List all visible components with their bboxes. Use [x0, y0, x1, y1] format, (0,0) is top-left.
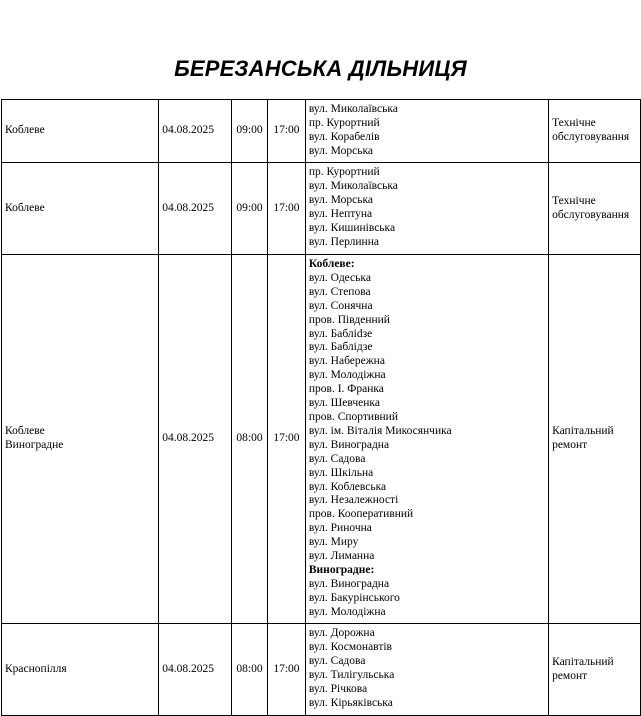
- settlement-cell: [2, 100, 159, 163]
- settlement-cell-line: Виноградне: [5, 439, 64, 451]
- work-type-cell-line: Капітальний: [552, 425, 614, 438]
- settlement-cell: [2, 255, 159, 624]
- street-item: пр. Курортний: [308, 116, 380, 129]
- street-item: вул. Нептуна: [308, 207, 373, 220]
- table-row: [2, 100, 641, 163]
- streets-cell: [305, 163, 548, 255]
- street-item: вул. Морська: [308, 144, 373, 157]
- street-item: вул. Одеська: [308, 271, 371, 284]
- work-type-cell-line: обслуговування: [552, 208, 630, 221]
- street-item: вул. Корабелів: [308, 130, 380, 143]
- settlement-cell-line: Коблеве: [5, 124, 45, 137]
- street-item: вул. Молодіжна: [308, 605, 386, 618]
- street-item: вул. Виноградна: [308, 438, 390, 451]
- street-item: вул. Космонавтів: [308, 640, 392, 653]
- end-time-cell: 17:00: [267, 163, 305, 255]
- work-type-cell: [549, 100, 641, 163]
- street-item: вул. Шкільна: [308, 466, 374, 479]
- work-type-cell-line: ремонт: [552, 669, 588, 682]
- date-cell: 04.08.2025: [159, 255, 232, 624]
- date-cell: 04.08.2025: [159, 624, 232, 716]
- street-item: вул. Степова: [308, 285, 371, 298]
- settlement-cell-line: Коблеве: [5, 201, 45, 214]
- street-item: вул. Кишинівська: [308, 221, 396, 234]
- street-item: пр. Курортний: [308, 166, 380, 178]
- settlement-cell: [2, 624, 159, 716]
- work-type-cell-line: обслуговування: [552, 131, 630, 143]
- street-item: вул. Бакурінського: [308, 591, 400, 604]
- street-item: вул. Молодіжна: [308, 369, 386, 382]
- street-item: вул. Миру: [308, 536, 359, 549]
- page-title: БЕРЕЗАНСЬКА ДІЛЬНИЦЯ: [174, 56, 467, 81]
- street-item: вул. ім. Віталія Микосянчика: [308, 424, 452, 437]
- end-time-cell: 17:00: [267, 624, 305, 716]
- street-item: вул. Коблевська: [308, 480, 387, 493]
- street-item: вул. Риночна: [308, 522, 372, 535]
- street-item: пров. Спортивний: [308, 410, 398, 423]
- street-item: вул. Миколаївська: [308, 103, 398, 115]
- street-item: вул. Виноградна: [308, 577, 390, 590]
- settlement-header: Виноградне:: [308, 563, 375, 576]
- street-item: пров. Кооперативний: [308, 508, 414, 521]
- work-type-cell-line: Капітальний: [552, 655, 614, 668]
- street-item: вул. Перлинна: [308, 235, 379, 248]
- street-item: вул. Шевченка: [308, 397, 380, 410]
- work-type-cell: [549, 163, 641, 255]
- street-item: вул. Кірьяківська: [308, 696, 393, 709]
- start-time-cell: 09:00: [232, 100, 268, 163]
- settlement-cell-line: Коблеве: [5, 425, 45, 438]
- street-item: вул. Сонячна: [308, 299, 373, 312]
- streets-cell: [305, 624, 548, 716]
- settlement-header: Коблеве:: [308, 258, 355, 270]
- end-time-cell: 17:00: [267, 100, 305, 163]
- street-item: вул. Набережна: [308, 355, 385, 368]
- work-type-cell-line: ремонт: [552, 439, 588, 451]
- start-time-cell: 08:00: [232, 255, 268, 624]
- end-time-cell: 17:00: [267, 255, 305, 624]
- table-row: [2, 163, 641, 255]
- streets-cell: [305, 100, 548, 163]
- street-item: вул. Миколаївська: [308, 179, 398, 192]
- date-cell: 04.08.2025: [159, 100, 232, 163]
- outage-schedule-table: [1, 99, 641, 716]
- work-type-cell: [549, 624, 641, 716]
- start-time-cell: 09:00: [232, 163, 268, 255]
- work-type-cell-line: Технічне: [552, 117, 596, 130]
- street-item: вул. Баблідзе: [308, 341, 373, 354]
- street-item: вул. Річкова: [308, 682, 368, 695]
- street-item: вул. Незалежності: [308, 494, 399, 507]
- street-item: вул. Садова: [308, 452, 366, 465]
- street-item: вул. Дорожна: [308, 627, 375, 639]
- settlement-cell: [2, 163, 159, 255]
- street-item: вул. Садова: [308, 654, 366, 667]
- work-type-cell-line: Технічне: [552, 194, 596, 207]
- streets-cell: [305, 255, 548, 624]
- street-item: вул. Тилігульська: [308, 668, 395, 681]
- street-item: вул. Бабліdзе: [308, 327, 373, 340]
- table-row: [2, 624, 641, 716]
- table-row: [2, 255, 641, 624]
- street-item: вул. Лиманна: [308, 550, 375, 563]
- start-time-cell: 08:00: [232, 624, 268, 716]
- settlement-cell-line: Краснопілля: [5, 662, 67, 675]
- work-type-cell: [549, 255, 641, 624]
- street-item: вул. Морська: [308, 193, 373, 206]
- date-cell: 04.08.2025: [159, 163, 232, 255]
- street-item: пров. Південний: [308, 313, 390, 326]
- street-item: пров. І. Франка: [308, 383, 384, 396]
